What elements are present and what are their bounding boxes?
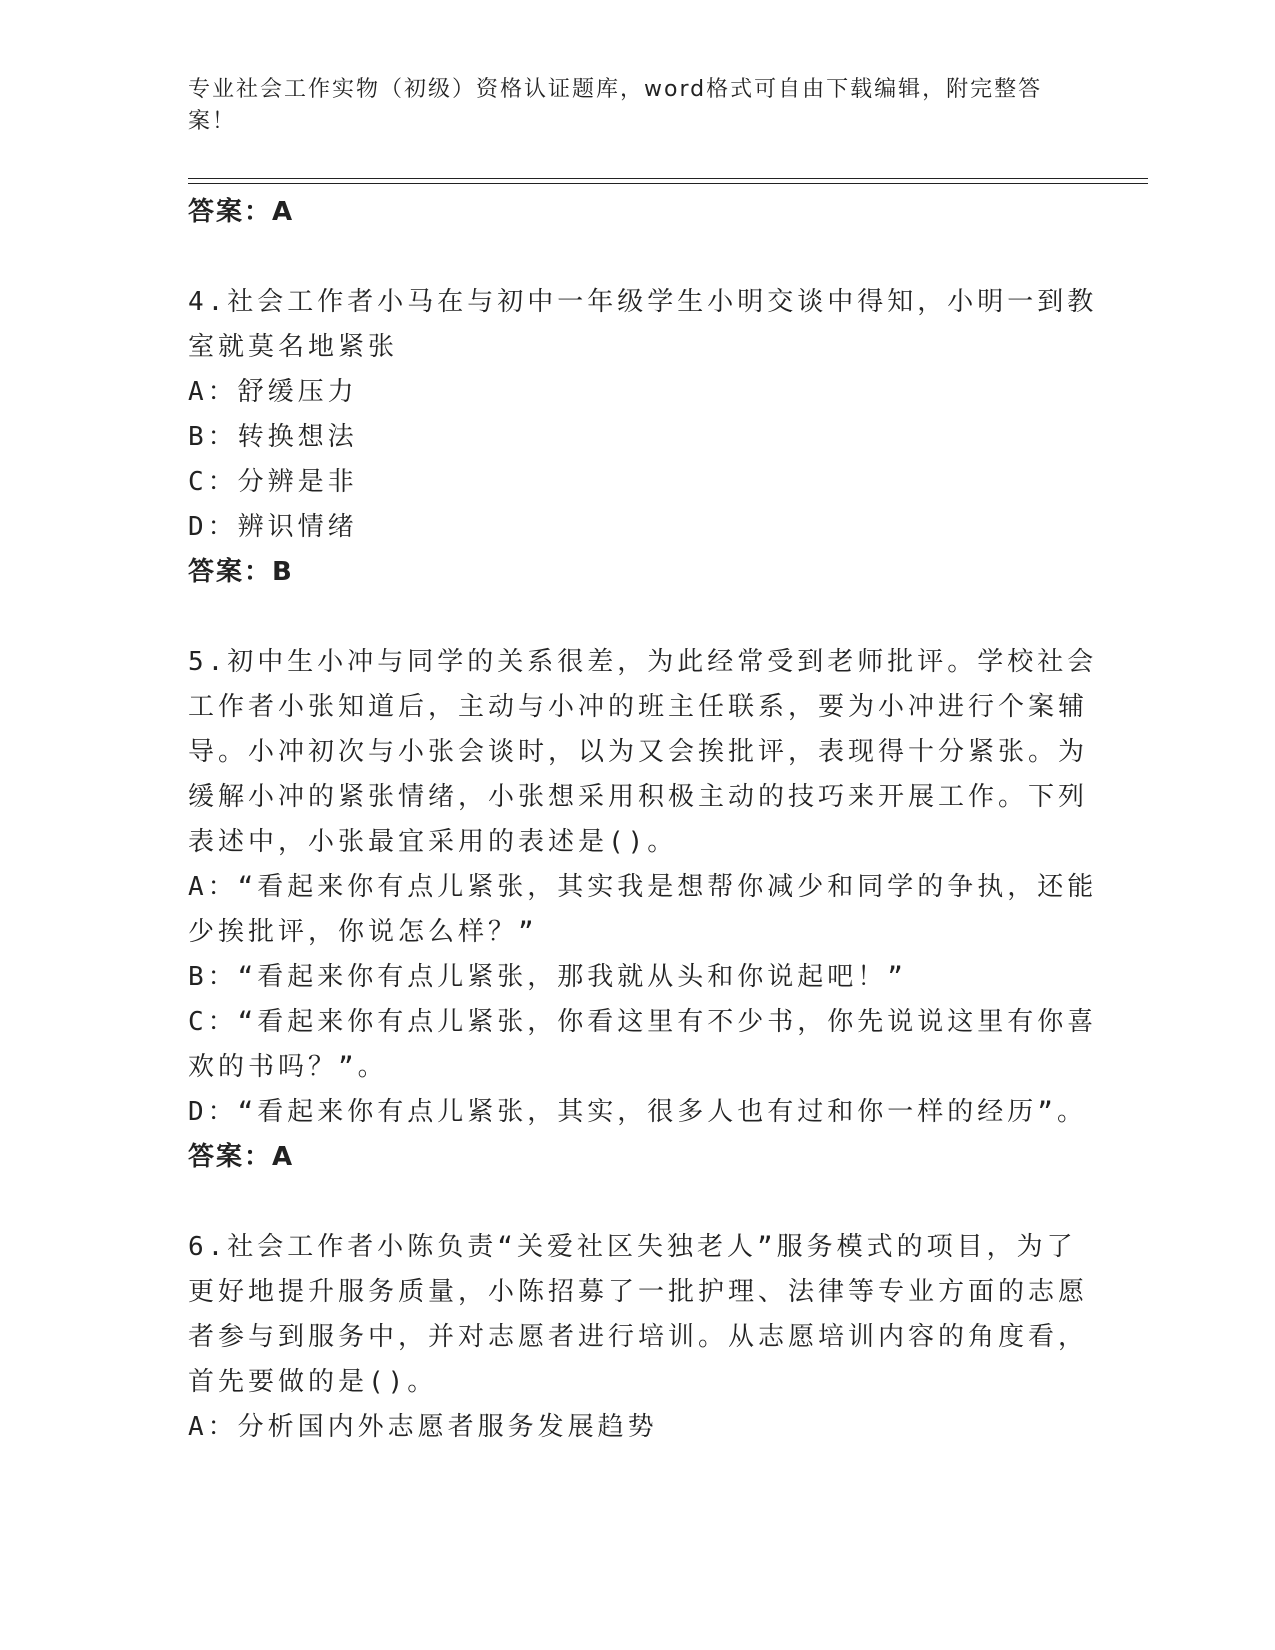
question-text: 室就莫名地紧张	[188, 332, 399, 362]
question-text: 者参与到服务中，并对志愿者进行培训。从志愿培训内容的角度看，	[188, 1322, 1089, 1352]
option-d: D：“看起来你有点儿紧张，其实，很多人也有过和你一样的经历”。	[188, 1097, 1087, 1127]
option-d: D：辨识情绪	[188, 512, 358, 542]
answer-label: 答案：B	[188, 557, 294, 587]
question-text: 更好地提升服务质量，小陈招募了一批护理、法律等专业方面的志愿	[188, 1277, 1089, 1307]
question-text: 5.初中生小冲与同学的关系很差，为此经常受到老师批评。学校社会	[188, 647, 1098, 677]
question-text: 4.社会工作者小马在与初中一年级学生小明交谈中得知，小明一到教	[188, 287, 1098, 317]
option-a: A：舒缓压力	[188, 377, 358, 407]
header-divider-top	[188, 178, 1148, 179]
option-a: A：分析国内外志愿者服务发展趋势	[188, 1412, 658, 1442]
question-5	[188, 640, 1098, 1180]
page-header: 专业社会工作实物（初级）资格认证题库，word格式可自由下载编辑，附完整答案！	[188, 77, 1043, 134]
option-b: B：转换想法	[188, 422, 358, 452]
spacer	[188, 595, 1088, 640]
option-b: B：“看起来你有点儿紧张，那我就从头和你说起吧！”	[188, 962, 907, 992]
question-6	[188, 1225, 1088, 1450]
option-c: C：“看起来你有点儿紧张，你看这里有不少书，你先说说这里有你喜	[188, 1007, 1098, 1037]
answer-label: 答案：A	[188, 197, 295, 227]
question-text: 表述中，小张最宜采用的表述是()。	[188, 827, 678, 857]
spacer	[188, 1180, 1088, 1225]
question-text: 6.社会工作者小陈负责“关爱社区失独老人”服务模式的项目，为了	[188, 1232, 1077, 1262]
question-text: 缓解小冲的紧张情绪，小张想采用积极主动的技巧来开展工作。下列	[188, 782, 1089, 812]
option-c-continued: 欢的书吗？”。	[188, 1052, 388, 1082]
option-a: A：“看起来你有点儿紧张，其实我是想帮你减少和同学的争执，还能	[188, 872, 1098, 902]
header-divider-bottom	[188, 183, 1148, 184]
question-content	[188, 190, 1098, 1450]
question-text: 导。小冲初次与小张会谈时，以为又会挨批评，表现得十分紧张。为	[188, 737, 1089, 767]
option-a-continued: 少挨批评，你说怎么样？”	[188, 917, 538, 947]
question-text: 工作者小张知道后，主动与小冲的班主任联系，要为小冲进行个案辅	[188, 692, 1089, 722]
spacer	[188, 235, 1088, 280]
option-c: C：分辨是非	[188, 467, 358, 497]
question-4	[188, 280, 1098, 595]
question-text: 首先要做的是()。	[188, 1367, 438, 1397]
answer-label: 答案：A	[188, 1142, 295, 1172]
